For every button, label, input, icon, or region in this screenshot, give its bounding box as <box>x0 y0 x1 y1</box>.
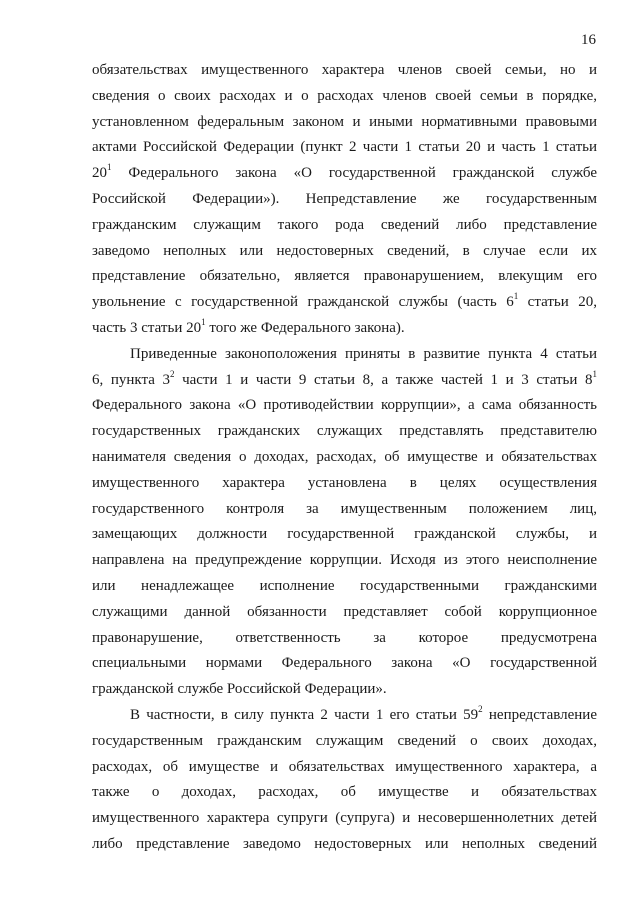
text-line <box>92 110 597 136</box>
page-number: 16 <box>581 32 596 48</box>
text-segment: части 1 и части 9 статьи 8, а также частей 1 и 3 статьи 8 <box>174 371 593 388</box>
superscript: 2 <box>478 703 483 714</box>
text-segment: государственного контроля за имущественным положением лиц, <box>92 500 597 517</box>
text-line <box>92 626 597 652</box>
text-line <box>92 600 597 626</box>
text-segment: заведомо неполных или недостоверных сведений, в случае если их <box>92 242 597 259</box>
text-segment: актами Российской Федерации (пункт 2 части 1 статьи 20 и часть 1 статьи <box>92 139 597 156</box>
text-segment: гражданской службе Российской Федерации». <box>92 681 387 698</box>
text-segment: также о доходах, расходах, об имуществе и обязательствах <box>92 784 597 801</box>
text-line <box>92 419 597 445</box>
text-segment: направлена на предупреждение коррупции. Исходя из этого неисполнение <box>92 552 597 569</box>
text-line <box>92 84 597 110</box>
text-segment: представление обязательно, является правонарушением, влекущим его <box>92 268 597 285</box>
text-segment: Российской Федерации»). Непредставление же государственным <box>92 190 597 207</box>
text-segment: либо представление заведомо недостоверных или неполных сведений <box>92 835 597 852</box>
text-line <box>92 264 597 290</box>
text-segment: нанимателя сведения о доходах, расходах, об имуществе и обязательствах <box>92 448 597 465</box>
text-segment: Федерального закона «О противодействии коррупции», а сама обязанность <box>92 397 597 414</box>
text-line <box>92 806 597 832</box>
text-segment: сведения о своих расходах и о расходах членов своей семьи в порядке, <box>92 87 597 104</box>
text-line <box>92 213 597 239</box>
text-line <box>92 342 597 368</box>
text-line <box>92 729 597 755</box>
text-segment: имущественного характера супруги (супруга) и несовершеннолетних детей <box>92 810 597 827</box>
text-line <box>92 780 597 806</box>
text-line <box>92 574 597 600</box>
text-line <box>92 703 597 729</box>
text-line <box>92 445 597 471</box>
text-segment: статьи 20, <box>518 294 597 311</box>
text-line <box>92 755 597 781</box>
text-segment: специальными нормами Федерального закона «О государственной <box>92 655 597 672</box>
text-segment: 20 <box>92 165 107 182</box>
text-segment: гражданским служащим такого рода сведений либо представление <box>92 216 597 233</box>
text-segment: правонарушение, ответственность за которое предусмотрена <box>92 629 597 646</box>
body-text <box>92 58 597 858</box>
text-segment: установленном федеральным законом и иными нормативными правовыми <box>92 113 597 130</box>
text-line <box>92 368 597 394</box>
text-segment: замещающих должности государственной гражданской службы, и <box>92 526 597 543</box>
text-line <box>92 497 597 523</box>
text-segment: того же Федерального закона). <box>205 319 405 336</box>
text-line <box>92 548 597 574</box>
text-segment: 6, пункта 3 <box>92 371 170 388</box>
text-segment: или ненадлежащее исполнение государственными гражданскими <box>92 577 597 594</box>
text-line <box>92 161 597 187</box>
text-segment: государственных гражданских служащих представлять представителю <box>92 423 597 440</box>
text-segment: обязательствах имущественного характера членов своей семьи, но и <box>92 62 597 78</box>
text-line <box>92 316 597 342</box>
superscript: 1 <box>201 316 206 327</box>
superscript: 2 <box>169 368 175 379</box>
text-segment: государственным гражданским служащим сведений о своих доходах, <box>92 732 597 749</box>
text-line <box>92 677 597 703</box>
text-segment: Приведенные законоположения приняты в развитие пункта 4 статьи <box>130 345 597 362</box>
text-line <box>92 135 597 161</box>
text-line <box>92 522 597 548</box>
text-line <box>92 832 597 858</box>
text-segment: В частности, в силу пункта 2 части 1 его статьи 59 <box>130 706 479 723</box>
text-segment: расходах, об имуществе и обязательствах имущественного характера, а <box>92 758 597 775</box>
superscript: 1 <box>107 162 112 173</box>
text-segment: увольнение с государственной гражданской службы (часть 6 <box>92 294 514 311</box>
text-segment: имущественного характера установлена в целях осуществления <box>92 474 597 491</box>
text-line <box>92 393 597 419</box>
text-segment: часть 3 статьи 20 <box>92 319 202 336</box>
superscript: 1 <box>592 368 597 379</box>
text-line <box>92 651 597 677</box>
text-segment: служащими данной обязанности представляет собой коррупционное <box>92 603 597 620</box>
text-segment: непредставление <box>482 706 597 723</box>
text-line <box>92 187 597 213</box>
text-line <box>92 239 597 265</box>
text-segment: Федерального закона «О государственной гражданской службе <box>111 165 597 182</box>
text-line <box>92 471 597 497</box>
text-line <box>92 58 597 84</box>
superscript: 1 <box>513 291 519 302</box>
text-line <box>92 290 597 316</box>
